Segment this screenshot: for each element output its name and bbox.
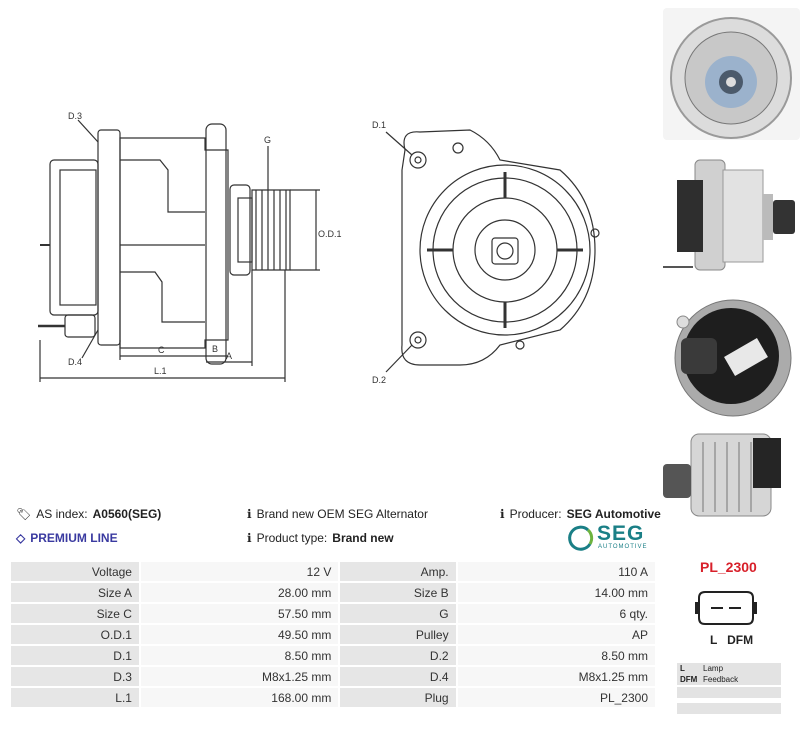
description-text: Brand new OEM SEG Alternator <box>256 507 428 521</box>
product-type-value: Brand new <box>332 531 394 545</box>
spec-label: D.3 <box>11 667 139 686</box>
spec-value: 110 A <box>458 562 655 581</box>
spec-value: 8.50 mm <box>458 646 655 665</box>
spec-value: 49.50 mm <box>141 625 338 644</box>
spec-label: G <box>340 604 455 623</box>
spec-value: 6 qty. <box>458 604 655 623</box>
as-index-label: AS index: <box>36 507 88 521</box>
plug-legend-key: L <box>680 664 685 673</box>
spec-row <box>11 604 655 623</box>
spec-value: M8x1.25 mm <box>141 667 338 686</box>
spec-value: M8x1.25 mm <box>458 667 655 686</box>
spec-row <box>11 625 655 644</box>
plug-pins-label: L DFM <box>710 633 754 647</box>
spec-value: 8.50 mm <box>141 646 338 665</box>
as-index-value: A0560(SEG) <box>92 507 162 521</box>
photo-side-view <box>663 152 800 280</box>
spec-label: Size C <box>11 604 139 623</box>
photo-angled-view <box>663 428 800 524</box>
spec-label: Amp. <box>340 562 455 581</box>
description-line <box>247 507 428 521</box>
spec-value: 57.50 mm <box>141 604 338 623</box>
label-c: C <box>158 345 165 355</box>
seg-logo <box>566 524 652 554</box>
spec-value: AP <box>458 625 655 644</box>
spec-value: 14.00 mm <box>458 583 655 602</box>
plug-code: PL_2300 <box>700 559 757 575</box>
front-view-drawing <box>386 130 599 372</box>
premium-line-label: PREMIUM LINE <box>30 531 118 545</box>
spec-value: 168.00 mm <box>141 688 338 707</box>
spec-label: Size B <box>340 583 455 602</box>
diamond-icon: ◇ <box>16 531 26 545</box>
technical-drawing <box>0 0 660 400</box>
spec-row <box>11 562 655 581</box>
label-d3: D.3 <box>68 111 83 121</box>
label-d1: D.1 <box>372 120 387 130</box>
spec-label: Voltage <box>11 562 139 581</box>
seg-logo-subtext: AUTOMOTIVE <box>598 544 648 550</box>
label-g: G <box>264 135 272 145</box>
spec-label: Size A <box>11 583 139 602</box>
tag-icon: 🏷︎ <box>16 507 32 521</box>
spec-label: Plug <box>340 688 455 707</box>
label-od1: O.D.1 <box>318 229 342 239</box>
spec-value: PL_2300 <box>458 688 655 707</box>
seg-logo-text: SEG <box>597 522 645 545</box>
spec-label: Pulley <box>340 625 455 644</box>
producer-value: SEG Automotive <box>566 507 661 521</box>
spec-row <box>11 646 655 665</box>
as-index-line <box>16 507 161 521</box>
product-type-label: Product type: <box>256 531 328 545</box>
product-type-line <box>247 531 394 545</box>
producer-line <box>500 507 661 521</box>
spec-label: L.1 <box>11 688 139 707</box>
plug-legend-row <box>677 663 781 674</box>
spec-label: O.D.1 <box>11 625 139 644</box>
plug-legend-row <box>677 687 781 698</box>
spec-row <box>11 688 655 707</box>
producer-label: Producer: <box>509 507 562 521</box>
photo-rear-view <box>663 290 800 420</box>
plug-legend-desc: Lamp <box>703 664 724 673</box>
spec-value: 28.00 mm <box>141 583 338 602</box>
premium-line <box>16 531 118 545</box>
label-l1: L.1 <box>154 366 167 376</box>
info-icon: ℹ <box>247 531 252 545</box>
spec-label: D.4 <box>340 667 455 686</box>
spec-label: D.1 <box>11 646 139 665</box>
spec-label: D.2 <box>340 646 455 665</box>
label-d2: D.2 <box>372 375 387 385</box>
label-d4: D.4 <box>68 357 83 367</box>
spec-table <box>9 560 657 709</box>
info-icon: ℹ <box>500 507 505 521</box>
spec-value: 12 V <box>141 562 338 581</box>
plug-connector-icon <box>695 588 757 628</box>
plug-legend-row <box>677 703 781 714</box>
label-a: A <box>226 351 233 361</box>
spec-row <box>11 583 655 602</box>
plug-legend-desc: Feedback <box>703 675 739 684</box>
info-icon: ℹ <box>247 507 252 521</box>
label-b: B <box>212 344 219 354</box>
plug-legend-row <box>677 674 781 685</box>
side-view-drawing <box>38 120 320 382</box>
seg-logo-icon <box>566 524 594 552</box>
spec-row <box>11 667 655 686</box>
photo-front-view <box>663 8 800 140</box>
plug-legend-key: DFM <box>680 675 698 684</box>
